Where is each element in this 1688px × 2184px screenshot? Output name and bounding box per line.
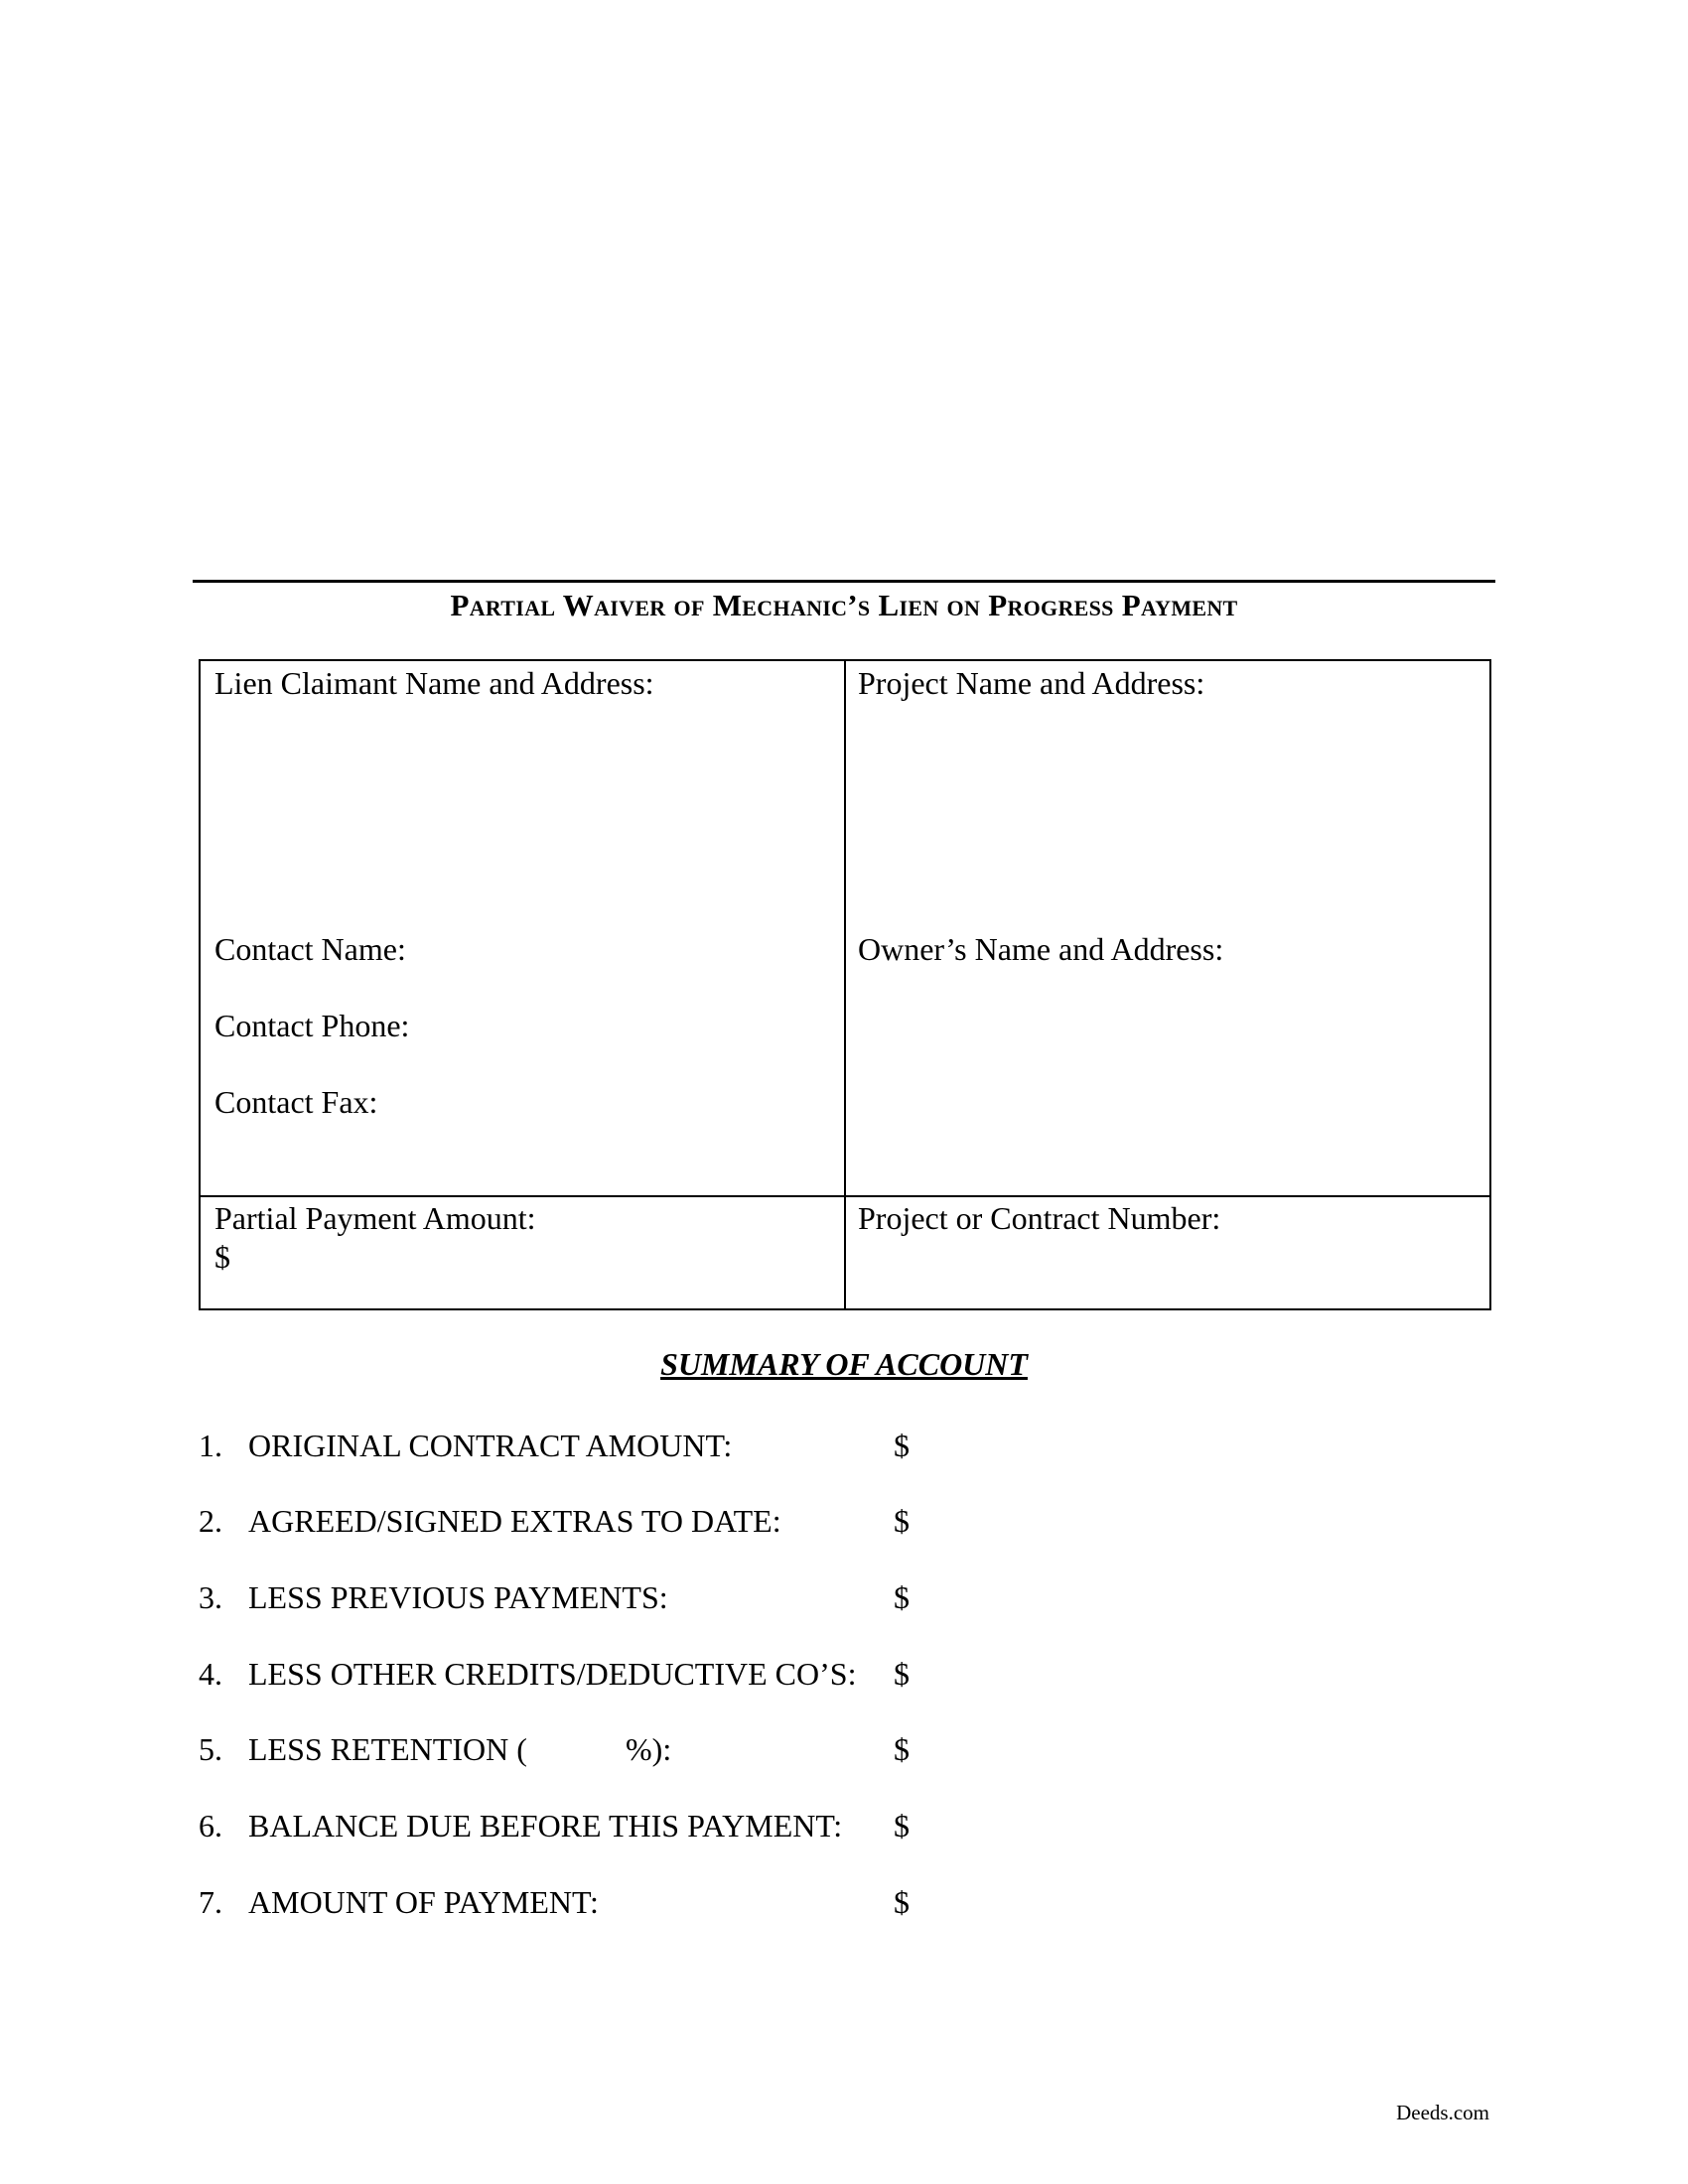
summary-item-number: 2. xyxy=(199,1503,222,1539)
project-number-label: Project or Contract Number: xyxy=(858,1200,1221,1236)
summary-item-number: 7. xyxy=(199,1884,222,1920)
project-name-label: Project Name and Address: xyxy=(858,665,1205,701)
contact-phone-label: Contact Phone: xyxy=(214,1008,410,1043)
summary-item-label: ORIGINAL CONTRACT AMOUNT: xyxy=(248,1428,733,1463)
summary-item xyxy=(199,1577,993,1617)
summary-item-dollar: $ xyxy=(894,1428,910,1463)
summary-item-label: BALANCE DUE BEFORE THIS PAYMENT: xyxy=(248,1808,843,1843)
title-top-rule xyxy=(193,580,1495,583)
contact-name-label: Contact Name: xyxy=(214,931,406,967)
summary-heading: SUMMARY OF ACCOUNT xyxy=(660,1346,1028,1382)
footer-source: Deeds.com xyxy=(1396,2101,1489,2124)
lien-claimant-label: Lien Claimant Name and Address: xyxy=(214,665,654,701)
summary-item-label: LESS RETENTION ( xyxy=(248,1731,527,1767)
summary-item-label: AMOUNT OF PAYMENT: xyxy=(248,1884,599,1920)
retention-percent-label: %): xyxy=(626,1731,672,1767)
claimant-info-table xyxy=(199,659,1491,1310)
summary-item xyxy=(199,1501,993,1541)
summary-item xyxy=(199,1806,993,1845)
summary-item-label: LESS OTHER CREDITS/DEDUCTIVE CO’S: xyxy=(248,1656,857,1692)
table-column-divider xyxy=(844,661,846,1308)
document-title: Partial Waiver of Mechanic’s Lien on Progress Payment xyxy=(450,588,1238,622)
summary-item-number: 6. xyxy=(199,1808,222,1843)
summary-item-number: 1. xyxy=(199,1428,222,1463)
partial-payment-label: Partial Payment Amount: xyxy=(214,1200,536,1236)
summary-item-dollar: $ xyxy=(894,1808,910,1843)
summary-item xyxy=(199,1654,993,1694)
partial-payment-dollar: $ xyxy=(214,1239,230,1275)
summary-item-dollar: $ xyxy=(894,1656,910,1692)
summary-item-number: 3. xyxy=(199,1579,222,1615)
summary-item-label: AGREED/SIGNED EXTRAS TO DATE: xyxy=(248,1503,781,1539)
summary-item-number: 4. xyxy=(199,1656,222,1692)
summary-item xyxy=(199,1729,993,1769)
summary-item xyxy=(199,1882,993,1922)
summary-item-dollar: $ xyxy=(894,1503,910,1539)
summary-item-dollar: $ xyxy=(894,1579,910,1615)
summary-item-dollar: $ xyxy=(894,1731,910,1767)
summary-item-dollar: $ xyxy=(894,1884,910,1920)
summary-item-label: LESS PREVIOUS PAYMENTS: xyxy=(248,1579,668,1615)
table-row-divider xyxy=(201,1195,1489,1197)
summary-item-number: 5. xyxy=(199,1731,222,1767)
owner-name-label: Owner’s Name and Address: xyxy=(858,931,1224,967)
contact-fax-label: Contact Fax: xyxy=(214,1084,378,1120)
summary-item xyxy=(199,1426,993,1465)
